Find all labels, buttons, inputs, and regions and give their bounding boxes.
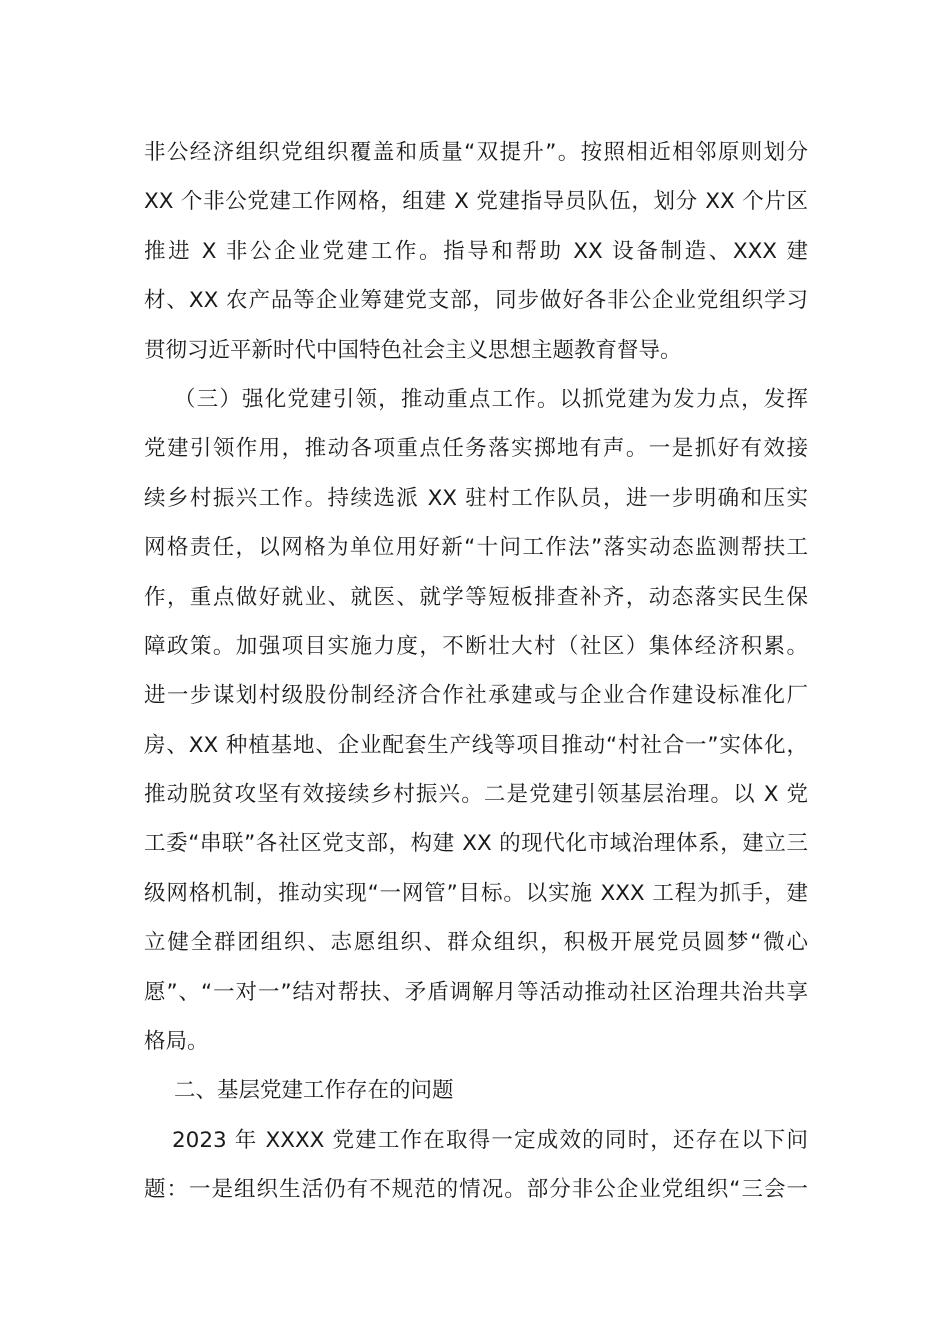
section-heading-line: （三）强化党建引领，推动重点工作。以抓党建为发力点，发挥 (174, 386, 808, 412)
text-line: 进一步谋划村级股份制经济合作社承建或与企业合作建设标准化厂 (144, 683, 808, 709)
body-text (144, 128, 808, 1215)
text-line: 格局。 (144, 1029, 209, 1055)
text-line: 党建引领作用，推动各项重点任务落实掷地有声。一是抓好有效接 (144, 436, 808, 462)
text-line: 续乡村振兴工作。持续选派 XX 驻村工作队员，进一步明确和压实 (144, 485, 808, 511)
text-line: 推动脱贫攻坚有效接续乡村振兴。二是党建引领基层治理。以 X 党 (144, 782, 808, 808)
text-line: 非公经济组织党组织覆盖和质量“双提升”。按照相近相邻原则划分 (144, 140, 808, 165)
text-line: 材、XX 农产品等企业筹建党支部，同步做好各非公企业党组织学习 (144, 288, 808, 314)
text-line: 立健全群团组织、志愿组织、群众组织，积极开展党员圆梦“微心 (144, 930, 808, 956)
text-line: 愿”、“一对一”结对帮扶、矛盾调解月等活动推动社区治理共治共享 (144, 979, 808, 1005)
text-line: 级网格机制，推动实现“一网管”目标。以实施 XXX 工程为抓手，建 (144, 880, 808, 906)
chapter-heading: 二、基层党建工作存在的问题 (174, 1078, 454, 1104)
text-line: XX 个非公党建工作网格，组建 X 党建指导员队伍，划分 XX 个片区 (144, 189, 808, 215)
text-line: 网格责任，以网格为单位用好新“十问工作法”落实动态监测帮扶工 (144, 535, 808, 561)
text-line: 2023 年 XXXX 党建工作在取得一定成效的同时，还存在以下问 (172, 1127, 808, 1153)
text-line: 障政策。加强项目实施力度，不断壮大村（社区）集体经济积累。 (144, 633, 808, 659)
text-line: 推进 X 非公企业党建工作。指导和帮助 XX 设备制造、XXX 建 (144, 238, 808, 264)
text-line: 贯彻习近平新时代中国特色社会主义思想主题教育督导。 (144, 337, 682, 363)
text-line: 房、XX 种植基地、企业配套生产线等项目推动“村社合一”实体化， (144, 732, 808, 758)
text-line: 题：一是组织生活仍有不规范的情况。部分非公企业党组织“三会一 (144, 1177, 808, 1203)
text-line: 工委“串联”各社区党支部，构建 XX 的现代化市域治理体系，建立三 (144, 831, 808, 857)
text-line: 作，重点做好就业、就医、就学等短板排查补齐，动态落实民生保 (144, 584, 808, 610)
